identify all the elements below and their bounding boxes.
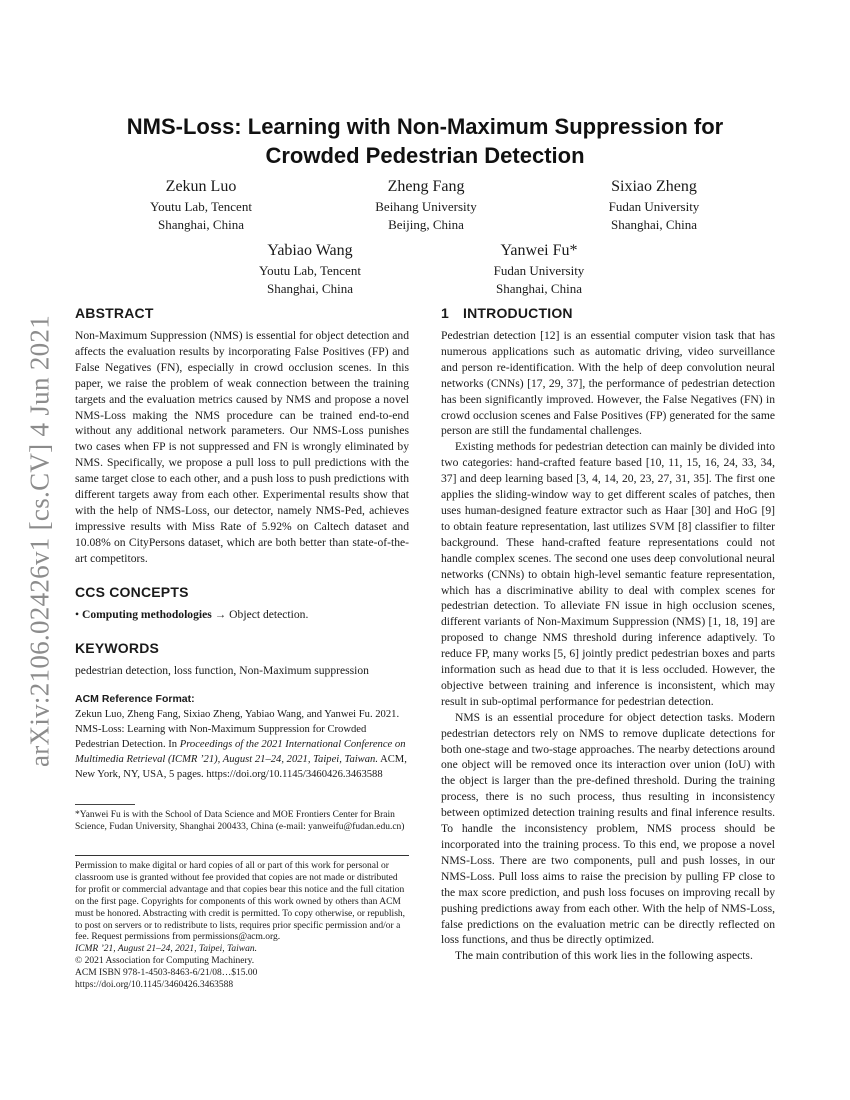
introduction-heading: 1 INTRODUCTION xyxy=(441,305,573,321)
footnote: *Yanwei Fu is with the School of Data Science and MOE Frontiers Center for Brain Science, Fudan University, Shanghai 200433, China (e-mail: yanweifu@fudan.edu.cn) xyxy=(75,809,405,833)
isbn-line: ACM ISBN 978-1-4503-8463-6/21/08…$15.00 xyxy=(75,968,258,979)
author-location: Shanghai, China xyxy=(611,217,697,232)
right-column xyxy=(441,304,775,964)
author-location: Shanghai, China xyxy=(267,281,353,296)
reference-venue: Proceedings of the 2021 International Conference on Multimedia Retrieval (ICMR ’21), August 21–24, 2021, Taipei, Taiwan. xyxy=(75,738,406,765)
intro-paragraph: The main contribution of this work lies in the following aspects. xyxy=(455,949,753,963)
keywords-heading: KEYWORDS xyxy=(75,639,160,656)
author-affiliation: Beihang University xyxy=(375,199,477,214)
ccs-bold-term: Computing methodologies xyxy=(81,607,212,621)
arrow-icon: → xyxy=(214,607,227,621)
author-affiliation: Youtu Lab, Tencent xyxy=(150,199,252,214)
author-name: Zheng Fang xyxy=(387,178,465,195)
paper-title xyxy=(75,112,775,170)
author-location: Beijing, China xyxy=(388,217,464,232)
abstract-heading: ABSTRACT xyxy=(75,305,154,321)
reference-format-heading: ACM Reference Format: xyxy=(75,692,195,705)
arxiv-stamp: arXiv:2106.02426v1 [cs.CV] 4 Jun 2021 xyxy=(24,314,55,768)
author-location: Shanghai, China xyxy=(496,281,582,296)
author-name: Yanwei Fu* xyxy=(500,242,578,259)
author-name: Zekun Luo xyxy=(165,178,237,195)
author-name: Yabiao Wang xyxy=(267,242,353,259)
doi-line: https://doi.org/10.1145/3460426.3463588 xyxy=(75,980,234,991)
author-location: Shanghai, China xyxy=(158,217,244,232)
author-block xyxy=(544,176,764,234)
permission-text: Permission to make digital or hard copies of all or part of this work for personal or classroom use is granted without fee provided that copies are not made or distributed for profit or commercial advantage and that copies bear this notice and the full citation on the first page. Copyrights for components of this work owned by others than ACM must be honored. Abstracting with credit is permitted. To copy otherwise, or republish, to post on servers or to redistribute to lists, requires prior specific permission and/or a fee. Request permissions from permissions@acm.org. xyxy=(75,861,406,943)
permission-block xyxy=(75,855,409,992)
author-block xyxy=(429,240,649,298)
left-column xyxy=(75,304,409,834)
title-line-2: Crowded Pedestrian Detection xyxy=(265,143,585,168)
ccs-heading: CCS CONCEPTS xyxy=(75,583,189,600)
abstract-text: Non-Maximum Suppression (NMS) is essential for object detection and affects the evaluation results by incorporating False Positives (FP) and False Negatives (FN), especially in crowd occlusion scenes. In this paper, we raise the problem of weak connection between the training targets and the evaluation metrics caused by NMS and propose a novel NMS-Loss making the NMS procedure can be trained end-to-end without any additional network parameters. Our NMS-Loss punishes two cases when FP is not suppressed and FN is wrongly eliminated by NMS. Specifically, we propose a pull loss to pull predictions with the same target close to each other, and a push loss to push predictions with different targets away from each other. Experimental results show that with the help of NMS-Loss, our detector, namely NMS-Ped, achieves impressive results with Miss Rate of 5.92% on Caltech dataset and 10.08% on CityPersons dataset, which are both better than state-of-the-art competitors. xyxy=(75,329,409,565)
author-affiliation: Fudan University xyxy=(493,263,585,278)
author-name: Sixiao Zheng xyxy=(611,178,697,195)
author-affiliation: Fudan University xyxy=(608,199,700,214)
keywords-text: pedestrian detection, loss function, Non-Maximum suppression xyxy=(75,663,369,677)
reference-format-text: Zekun Luo, Zheng Fang, Sixiao Zheng, Yabiao Wang, and Yanwei Fu. 2021. NMS-Loss: Learning with Non-Maximum Suppression for Crowded Pedestrian Detection. In Proceedings of the 2021 International Conference on Multimedia Retrieval (ICMR ’21), August 21–24, 2021, Taipei, Taiwan. ACM, New York, NY, USA, 5 pages. https://doi.org/10.1145/3460426.3463588 xyxy=(75,708,407,780)
permission-rule xyxy=(75,855,409,856)
venue-line: ICMR ’21, August 21–24, 2021, Taipei, Taiwan. xyxy=(75,944,258,955)
copyright-line: © 2021 Association for Computing Machinery. xyxy=(75,956,255,967)
title-line-1: NMS-Loss: Learning with Non-Maximum Suppression for xyxy=(126,114,724,139)
author-block xyxy=(200,240,420,298)
author-block xyxy=(316,176,536,234)
ccs-concepts xyxy=(75,607,409,623)
ccs-term: Object detection. xyxy=(229,607,309,621)
author-affiliation: Youtu Lab, Tencent xyxy=(259,263,361,278)
author-block xyxy=(91,176,311,234)
intro-paragraph: Existing methods for pedestrian detection can mainly be divided into two categories: hand-crafted feature based [10, 11, 15, 16, 24, 33, 34, 37] and deep learning based [3, 4, 14, 20, 23, 27, 31, 35]. The first one applies the sliding-window way to get different scales of patches, then uses human-designed feature extractor such as Haar [30] and HoG [9] to obtain feature representation, last utilizes SVM [8] classifier to filter background. These hand-crafted feature representations could not handle complex scenes. The second one uses deep convolutional neural networks (CNNs) to obtain high-level semantic feature representation, which has a discriminative ability to deal with complex scenes for pedestrian detection. To alleviate FN issue in high occlusion scenes, different variants of Non-Maximum Suppression (NMS) [1, 18, 19] are proposed to change NMS threshold during inference adaptively. To reduce FP, many works [5, 6] jointly predict pedestrian boxes and parts information such as head due to that it is less occluded. However, the objective between training and inference is inconsistent, which may result in sub-optimal performance for pedestrian detection. xyxy=(441,440,775,708)
intro-paragraph: Pedestrian detection [12] is an essential computer vision task that has numerous applications such as automatic driving, video surveillance and person re-identification. With the help of deep convolution neural networks (CNNs) [17, 29, 37], the performance of pedestrian detection has been significantly improved. However, the False Negatives (FN) in crowd occlusion scenes and False Positives (FP) generated for the same person are still the fundamental challenges. xyxy=(441,329,775,438)
footnote-rule xyxy=(75,804,135,805)
bullet: • xyxy=(75,607,80,621)
intro-paragraph: NMS is an essential procedure for object detection tasks. Modern pedestrian detectors rely on NMS to remove duplicate detections for both one-stage and two-stage approaches. The nearby detections around one object will be removed once its interaction over union (IoU) with the object is larger than the pre-defined threshold. During the training process, there is no such process, thus resulting in inconsistency between optimized detection training results and final inference results. To handle the inconsistency problem, NMS process should be incorporated into the training process. To this end, we propose a novel NMS-Loss. There are two components, pull and push losses, in our NMS-Loss. Pull loss aims to raise the precision by pulling FP close to the max score prediction, and push loss focuses on improving recall by pushing predictions away from each other. With the help of NMS-Loss, false predictions on the evaluation metric can be directly reflected on loss functions, and thus be directly optimized. xyxy=(441,710,775,947)
